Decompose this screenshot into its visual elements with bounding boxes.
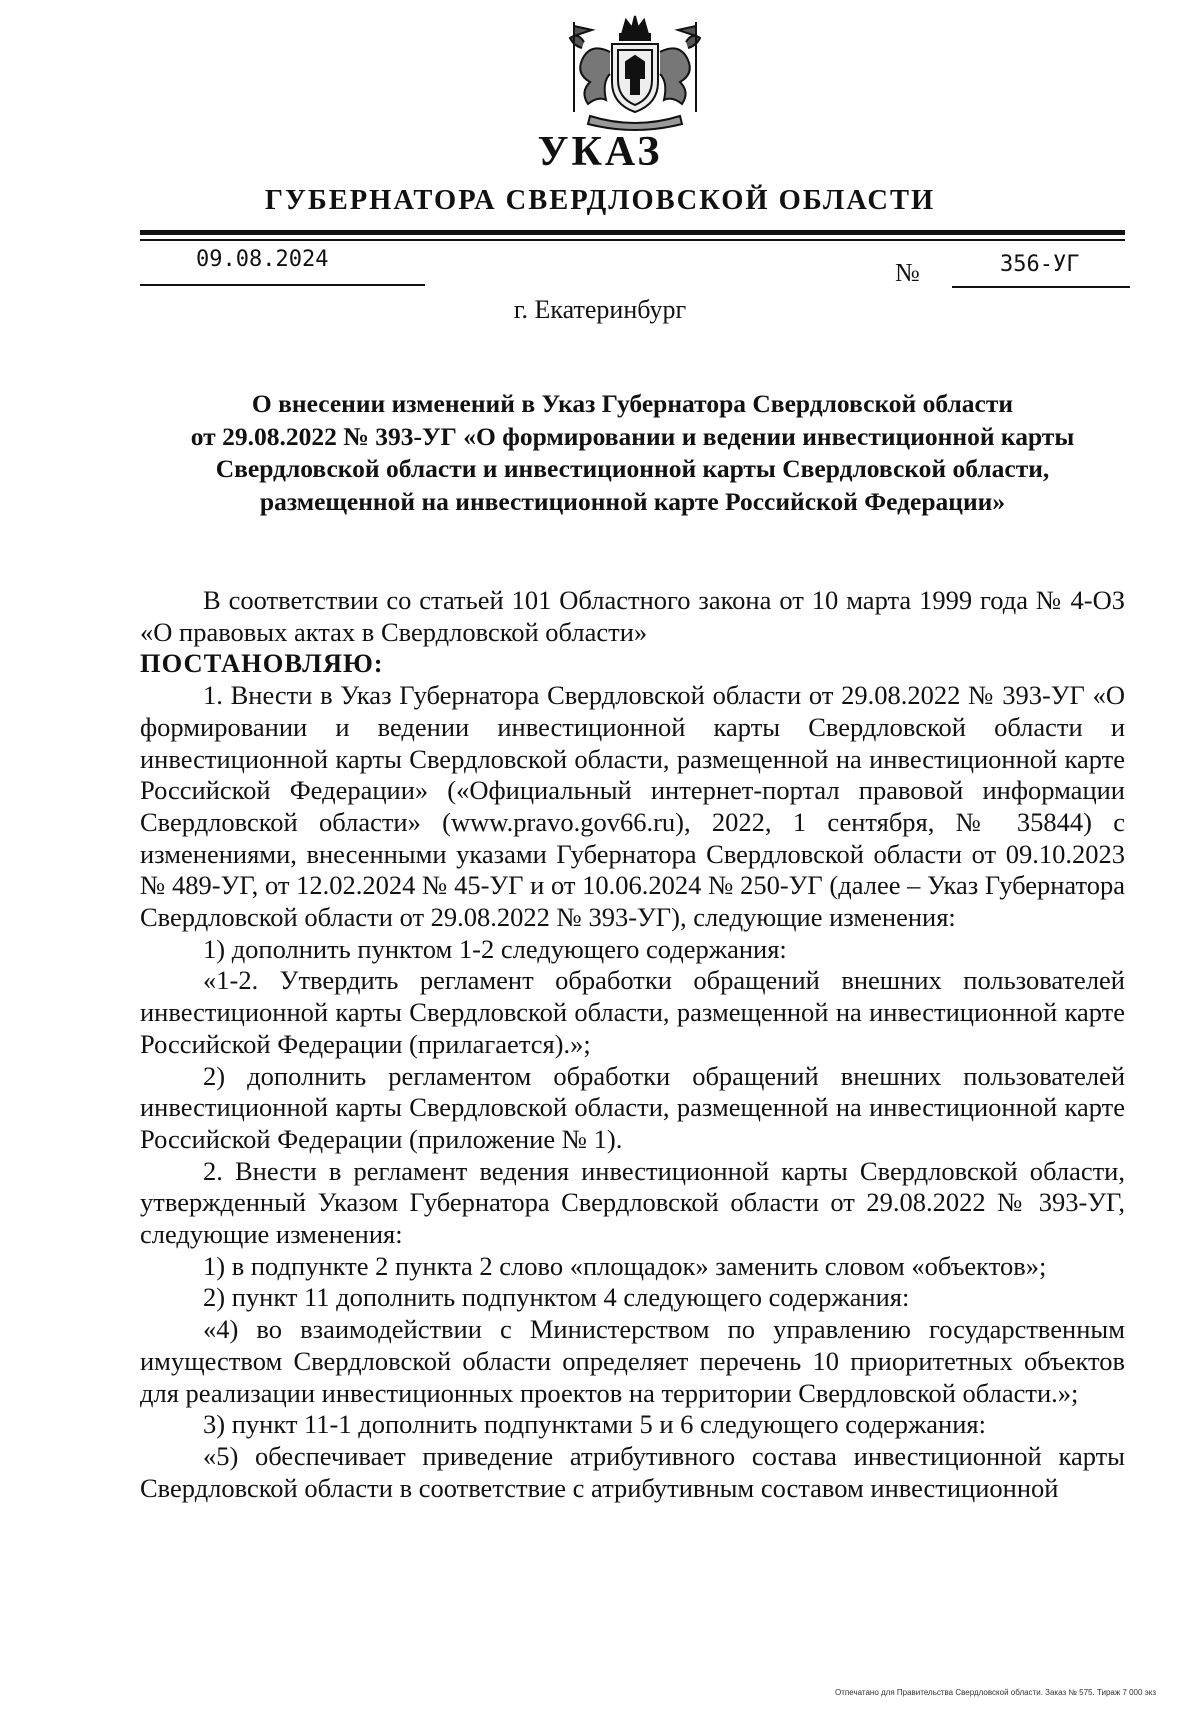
document-number: 356-УГ [1000,252,1080,277]
print-note: Отпечатано для Правительства Свердловской области. Заказ № 575. Тираж 7 000 экз [835,1688,1156,1697]
paragraph: 2) пункт 11 дополнить подпунктом 4 следующего содержания: [203,1282,910,1313]
title-line: от 29.08.2022 № 393-УГ «О формировании и ведении инвестиционной карты [190,421,1075,451]
paragraph: «1-2. Утвердить регламент обработки обращений внешних пользователей инвестиционной карты Свердловской области, размещенной на инвестиционной карте Российской Федерации (прилагается).»; [140,965,1125,1059]
paragraph: 1. Внести в Указ Губернатора Свердловской области от 29.08.2022 № 393-УГ «О формировании и ведении инвестиционной карты Свердловской области и инвестиционной карты Свердловской области, размещенной на инвестиционной карте Российской Федерации» («Официальный интернет-портал правовой информации Свердловской области» (www.pravo.gov66.ru), 2022, 1 сентября, № 35844) с изменениями, внесенными указами Губернатора Свердловской области от 09.10.2023 № 489-УГ, от 12.02.2024 № 45-УГ и от 10.06.2024 № 250-УГ (далее – Указ Губернатора Свердловской области от 29.08.2022 № 393-УГ), следующие изменения: [140,680,1125,933]
paragraph: 1) дополнить пунктом 1-2 следующего содержания: [203,933,787,964]
document-title [140,388,1125,518]
title-line: размещенной на инвестиционной карте Российской Федерации» [259,486,1006,516]
paragraph: «5) обеспечивает приведение атрибутивного состава инвестиционной карты Свердловской области в соответствие с атрибутивным составом инвестиционной [140,1440,1125,1503]
issuer-title: ГУБЕРНАТОРА СВЕРДЛОВСКОЙ ОБЛАСТИ [264,185,936,216]
number-underline [952,286,1130,288]
paragraph: 3) пункт 11-1 дополнить подпунктами 5 и 6 следующего содержания: [203,1409,986,1440]
city: г. Екатеринбург [513,295,687,324]
title-line: О внесении изменений в Указ Губернатора Свердловской области [251,389,1014,418]
paragraph: 2. Внести в регламент ведения инвестиционной карты Свердловской области, утвержденный Указом Губернатора Свердловской области от 29.08.2022 № 393-УГ, следующие изменения: [140,1155,1125,1250]
paragraph: 2) дополнить регламентом обработки обращений внешних пользователей инвестиционной карты Свердловской области, размещенной на инвестиционной карте Российской Федерации (приложение № 1). [140,1060,1125,1154]
preamble: В соответствии со статьей 101 Областного закона от 10 марта 1999 года № 4-ОЗ «О правовых актах в Свердловской области» [140,585,1125,647]
resolve-heading: ПОСТАНОВЛЯЮ: [140,648,384,679]
title-line: Свердловской области и инвестиционной карты Свердловской области, [215,454,1050,483]
document-date: 09.08.2024 [196,247,329,272]
coat-of-arms-icon [560,12,710,137]
paragraph: «4) во взаимодействии с Министерством по управлению государственным имуществом Свердловской области определяет перечень 10 приоритетных объектов для реализации инвестиционных проектов на территории Свердловской области.»; [140,1314,1125,1408]
number-sign: № [895,258,920,287]
document-body [140,585,1125,1504]
header-rule-thin [140,239,1125,241]
paragraph: 1) в подпункте 2 пункта 2 слово «площадок» заменить словом «объектов»; [203,1250,1047,1281]
date-underline [140,284,425,286]
header-rule-thick [140,230,1125,235]
document-kind: УКАЗ [537,129,663,175]
